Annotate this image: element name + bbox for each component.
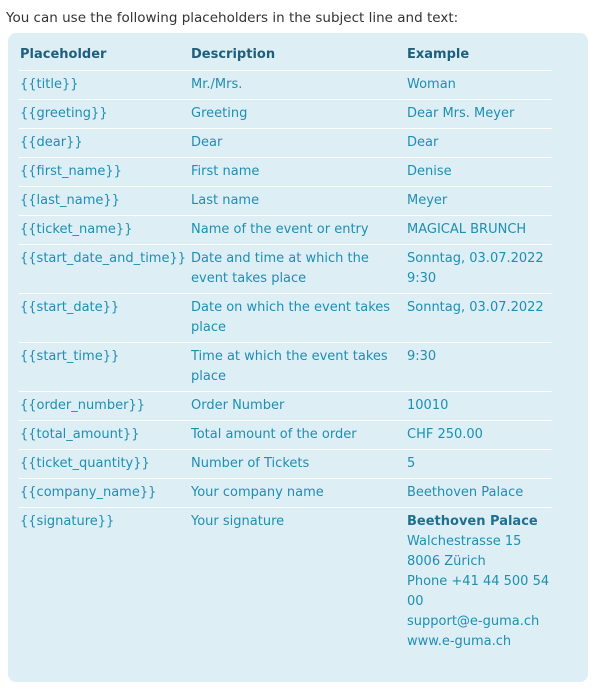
placeholder-cell: {{order_number}}: [19, 392, 190, 421]
example-cell: Dear Mrs. Meyer: [406, 100, 552, 129]
example-cell: Sonntag, 03.07.2022: [406, 294, 552, 343]
description-cell: Mr./Mrs.: [190, 71, 406, 100]
example-cell: Sonntag, 03.07.2022 9:30: [406, 245, 552, 294]
description-cell: Time at which the event takes place: [190, 343, 406, 392]
signature-email: support@e-guma.ch: [407, 614, 540, 629]
description-cell: Date on which the event takes place: [190, 294, 406, 343]
description-cell: Order Number: [190, 392, 406, 421]
placeholder-cell: {{greeting}}: [19, 100, 190, 129]
signature-example-cell: [406, 508, 552, 657]
example-cell: Dear: [406, 129, 552, 158]
signature-web: www.e-guma.ch: [407, 634, 512, 649]
signature-company: Beethoven Palace: [407, 514, 538, 529]
placeholder-cell: {{company_name}}: [19, 479, 190, 508]
example-cell: Denise: [406, 158, 552, 187]
table-row: [19, 450, 552, 479]
placeholder-cell: {{dear}}: [19, 129, 190, 158]
description-cell: Number of Tickets: [190, 450, 406, 479]
table-row: [19, 71, 552, 100]
table-row: [19, 216, 552, 245]
description-cell: Dear: [190, 129, 406, 158]
description-cell: Date and time at which the event takes place: [190, 245, 406, 294]
description-cell: Your signature: [191, 514, 285, 529]
example-cell: 9:30: [406, 343, 552, 392]
description-cell: Your company name: [190, 479, 406, 508]
table-header-row: [19, 44, 552, 71]
table-row: [19, 245, 552, 294]
example-cell: Woman: [406, 71, 552, 100]
table-row: [19, 421, 552, 450]
table-row: [19, 187, 552, 216]
table-row-signature: [19, 508, 552, 657]
example-cell: Beethoven Palace: [406, 479, 552, 508]
table-row: [19, 343, 552, 392]
header-placeholder: Placeholder: [19, 44, 190, 71]
placeholder-cell: {{title}}: [19, 71, 190, 100]
description-cell: Name of the event or entry: [190, 216, 406, 245]
table-row: [19, 100, 552, 129]
example-cell: MAGICAL BRUNCH: [406, 216, 552, 245]
table-row: [19, 392, 552, 421]
signature-phone: Phone +41 44 500 54 00: [407, 574, 550, 609]
example-cell: 10010: [406, 392, 552, 421]
signature-city: 8006 Zürich: [407, 554, 486, 569]
description-cell: Last name: [190, 187, 406, 216]
header-description: Description: [190, 44, 406, 71]
placeholder-cell: {{start_date}}: [19, 294, 190, 343]
placeholder-panel: [8, 33, 588, 682]
description-cell: Greeting: [190, 100, 406, 129]
example-cell: CHF 250.00: [406, 421, 552, 450]
placeholder-cell: {{signature}}: [20, 514, 115, 529]
table-row: [19, 129, 552, 158]
placeholder-cell: {{first_name}}: [19, 158, 190, 187]
table-row: [19, 158, 552, 187]
description-cell: First name: [190, 158, 406, 187]
placeholder-table: [19, 44, 552, 656]
placeholder-cell: {{total_amount}}: [19, 421, 190, 450]
signature-street: Walchestrasse 15: [407, 534, 522, 549]
description-cell: Total amount of the order: [190, 421, 406, 450]
placeholder-cell: {{ticket_name}}: [19, 216, 190, 245]
table-row: [19, 479, 552, 508]
placeholder-cell: {{last_name}}: [19, 187, 190, 216]
header-example: Example: [406, 44, 552, 71]
placeholder-cell: {{start_time}}: [19, 343, 190, 392]
table-row: [19, 294, 552, 343]
intro-text: You can use the following placeholders in the subject line and text:: [6, 10, 459, 26]
placeholder-cell: {{start_date_and_time}}: [19, 245, 190, 294]
example-cell: Meyer: [406, 187, 552, 216]
example-cell: 5: [406, 450, 552, 479]
placeholder-cell: {{ticket_quantity}}: [19, 450, 190, 479]
